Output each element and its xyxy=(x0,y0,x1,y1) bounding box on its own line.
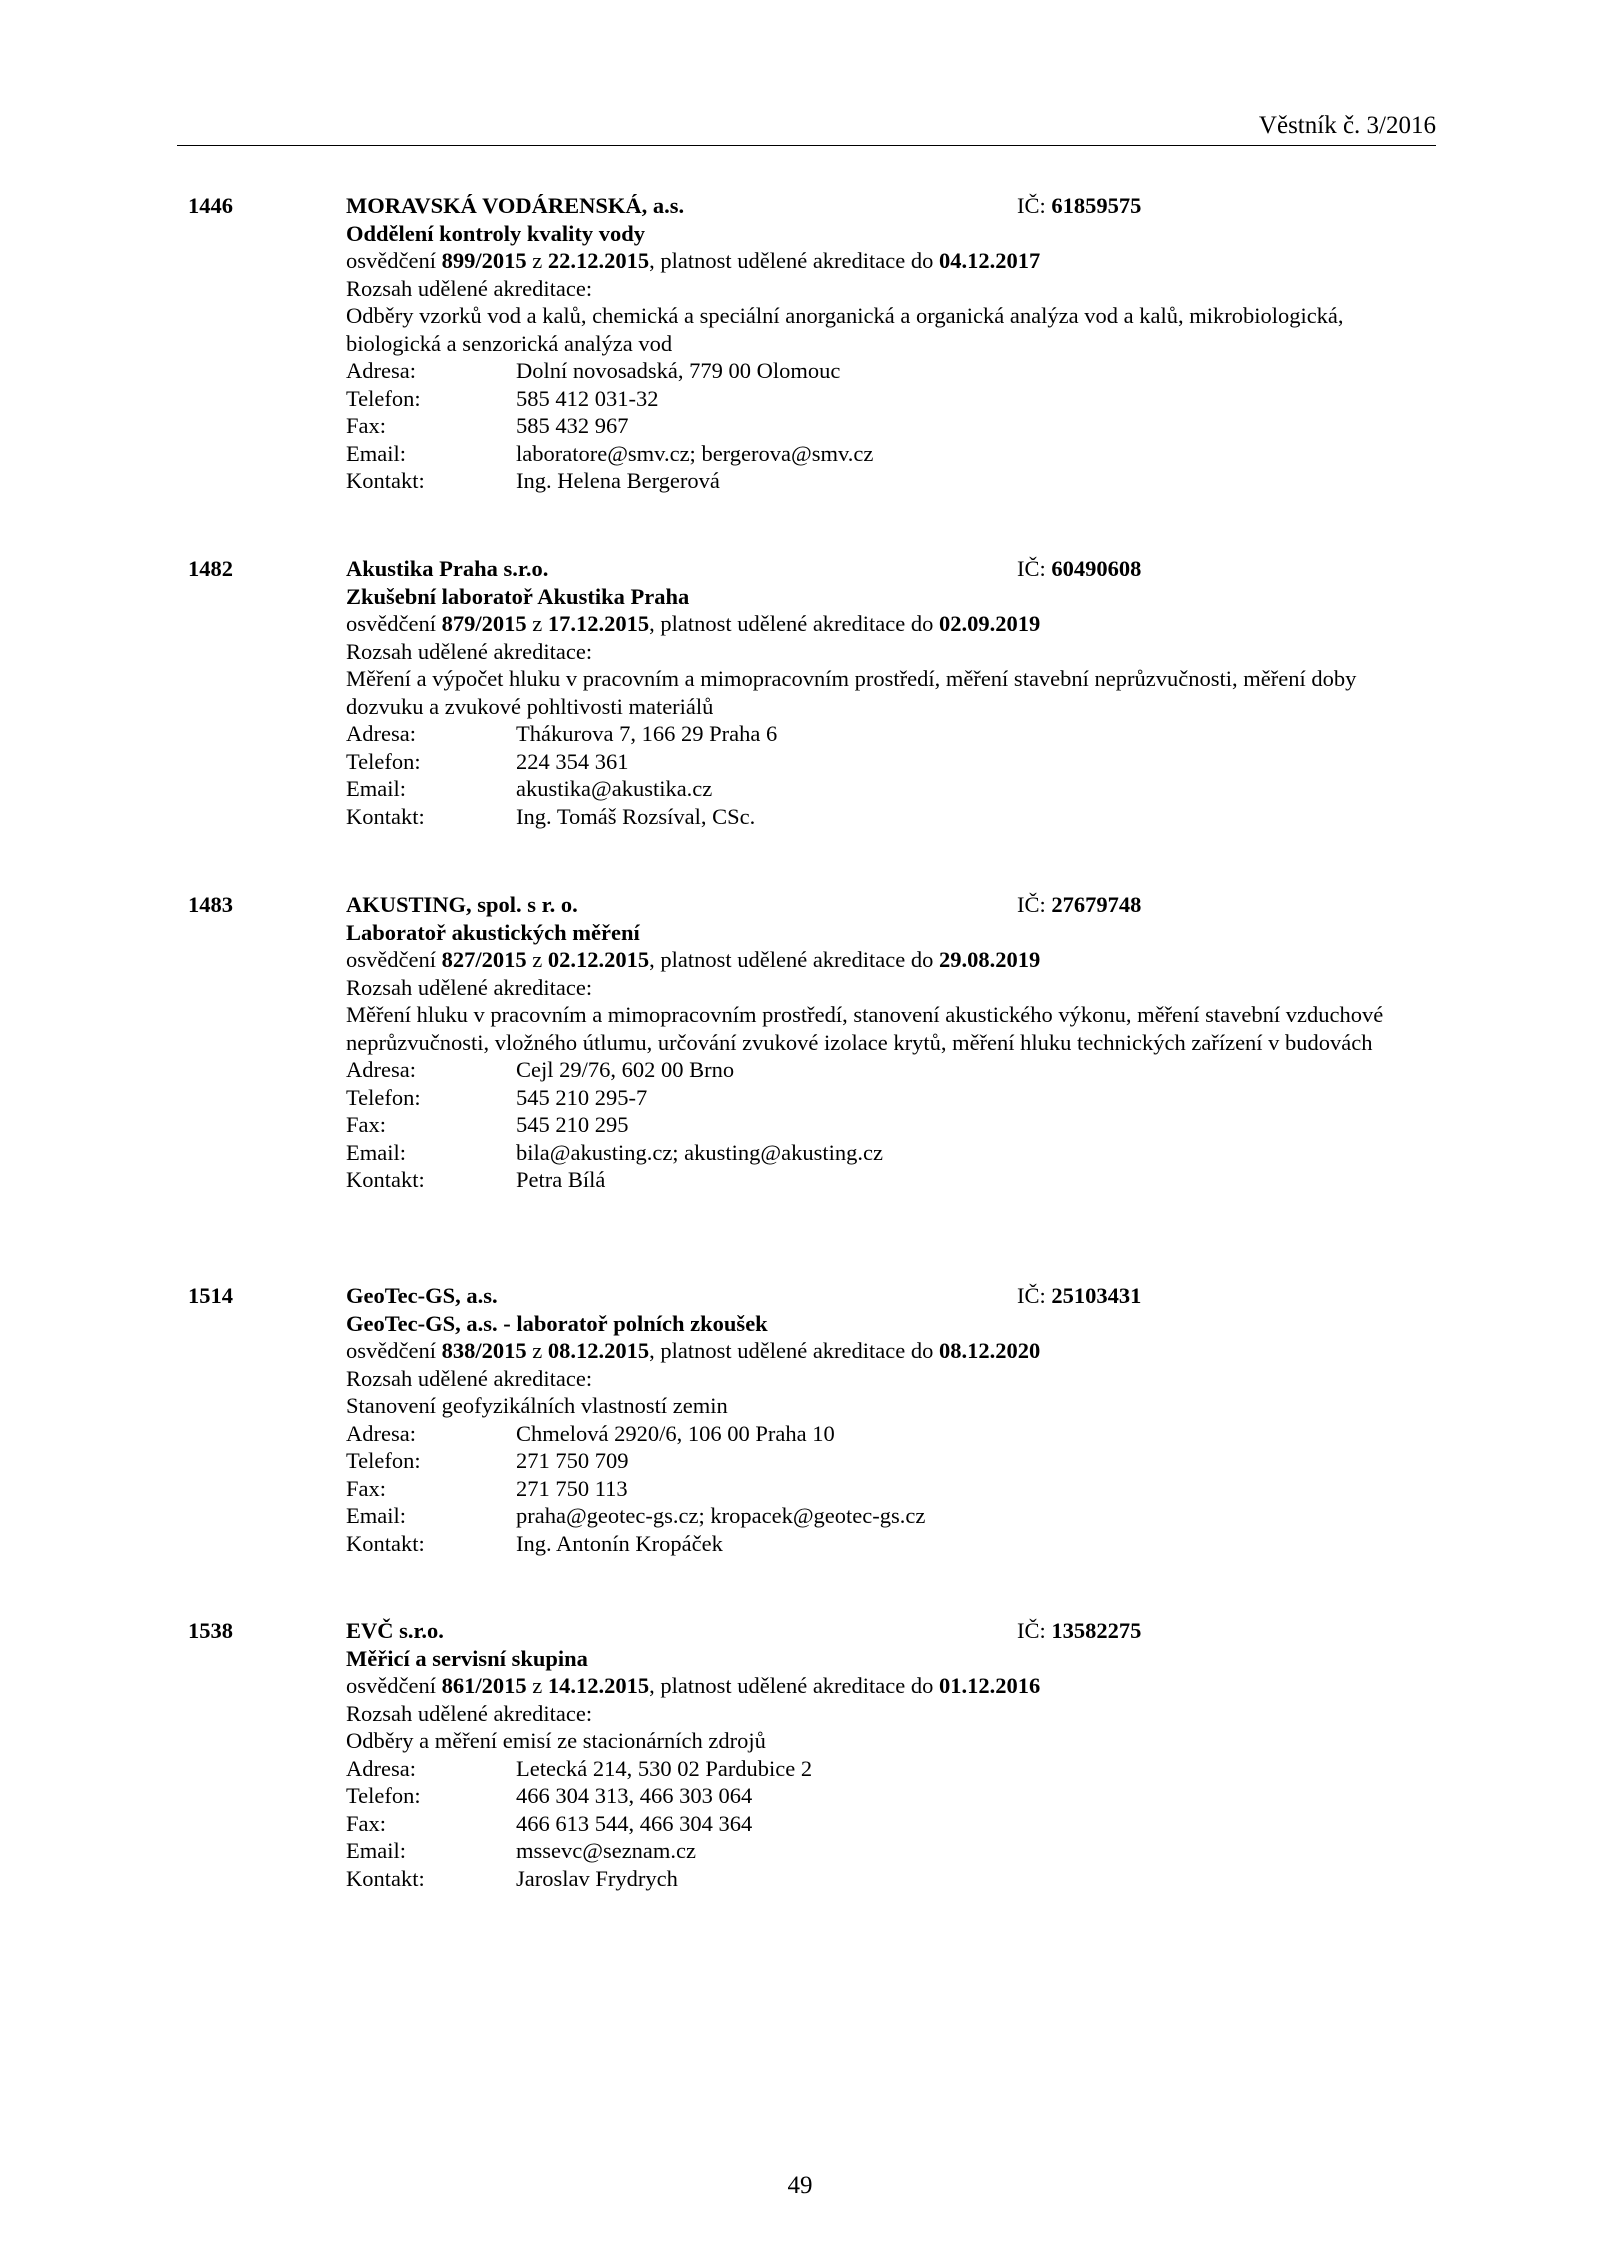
address-row xyxy=(346,1755,1406,1783)
phone-row xyxy=(346,1084,1406,1112)
header-rule xyxy=(177,145,1436,146)
contact-label: Kontakt: xyxy=(346,1865,425,1891)
email-row xyxy=(346,440,1406,468)
contact-value: Ing. Antonín Kropáček xyxy=(516,1530,723,1556)
valid-until: 01.12.2016 xyxy=(939,1673,1041,1698)
cert-z: z xyxy=(526,1673,548,1698)
cert-validity-text: , platnost udělené akreditace do xyxy=(649,1338,939,1363)
scope-text: Stanovení geofyzikálních vlastností zemin xyxy=(346,1393,728,1418)
scope-heading: Rozsah udělené akreditace: xyxy=(346,1700,593,1726)
fax-label: Fax: xyxy=(346,1810,387,1836)
cert-z: z xyxy=(526,1338,548,1363)
phone-value: 271 750 709 xyxy=(516,1448,629,1473)
scope-text: Měření a výpočet hluku v pracovním a mimopracovním prostředí, měření stavební neprůzvučnosti, měření doby dozvuku a zvukové pohltivosti materiálů xyxy=(346,666,1357,719)
email-row xyxy=(346,1139,1406,1167)
contact-row xyxy=(346,1166,1406,1194)
email-value: mssevc@seznam.cz xyxy=(516,1838,697,1863)
cert-validity-text: , platnost udělené akreditace do xyxy=(649,1673,939,1698)
certificate-line xyxy=(346,247,1406,275)
lab-name: GeoTec-GS, a.s. - laboratoř polních zkoušek xyxy=(346,1310,768,1336)
lab-name: Laboratoř akustických měření xyxy=(346,919,640,945)
scope-text: Odběry vzorků vod a kalů, chemická a speciální anorganická a organická analýza vod a kalů, mikrobiologická, biologická a senzorická analýza vod xyxy=(346,303,1344,356)
phone-value: 585 412 031-32 xyxy=(516,385,659,411)
entry-number: 1446 xyxy=(188,193,233,218)
address-row xyxy=(346,720,1406,748)
cert-number: 838/2015 xyxy=(441,1338,527,1363)
scope-text: Měření hluku v pracovním a mimopracovním prostředí, stanovení akustického výkonu, měření stavební vzduchové neprůzvučnosti, vložného útlumu, určování zvukové izolace krytů, měření hluku technických zařízení v budovách xyxy=(346,1002,1384,1055)
phone-label: Telefon: xyxy=(346,1084,421,1110)
fax-row xyxy=(346,1475,1406,1503)
email-row xyxy=(346,775,1406,803)
fax-value: 585 432 967 xyxy=(516,413,629,438)
entry-number: 1538 xyxy=(188,1618,233,1643)
cert-date: 17.12.2015 xyxy=(547,611,650,636)
contact-value: Ing. Tomáš Rozsíval, CSc. xyxy=(516,803,756,829)
email-value: praha@geotec-gs.cz; kropacek@geotec-gs.cz xyxy=(516,1503,926,1528)
address-label: Adresa: xyxy=(346,1755,416,1781)
email-label: Email: xyxy=(346,1139,406,1165)
cert-prefix: osvědčení xyxy=(346,611,436,636)
contact-label: Kontakt: xyxy=(346,803,425,829)
lab-name: Oddělení kontroly kvality vody xyxy=(346,220,646,246)
ico-label: IČ: xyxy=(1017,556,1046,581)
email-label: Email: xyxy=(346,1503,406,1528)
cert-validity-text: , platnost udělené akreditace do xyxy=(649,947,939,972)
valid-until: 02.09.2019 xyxy=(939,611,1041,636)
scope-heading: Rozsah udělené akreditace: xyxy=(346,275,593,301)
company-name: AKUSTING, spol. s r. o. xyxy=(346,892,578,917)
ico-value: 27679748 xyxy=(1051,892,1142,917)
fax-label: Fax: xyxy=(346,413,387,438)
cert-date: 14.12.2015 xyxy=(547,1673,650,1698)
cert-z: z xyxy=(526,611,548,636)
entry-number: 1514 xyxy=(188,1283,233,1308)
certificate-line xyxy=(346,610,1406,638)
cert-prefix: osvědčení xyxy=(346,1338,436,1363)
address-label: Adresa: xyxy=(346,1420,416,1446)
cert-z: z xyxy=(526,248,548,273)
ico-label: IČ: xyxy=(1017,892,1046,917)
cert-date: 02.12.2015 xyxy=(547,947,650,972)
ico-value: 61859575 xyxy=(1051,193,1142,218)
scope-heading: Rozsah udělené akreditace: xyxy=(346,638,593,664)
cert-z: z xyxy=(526,947,548,972)
valid-until: 29.08.2019 xyxy=(939,947,1041,972)
fax-value: 271 750 113 xyxy=(516,1475,628,1501)
fax-row xyxy=(346,412,1406,440)
phone-label: Telefon: xyxy=(346,385,421,411)
contact-row xyxy=(346,467,1406,495)
phone-label: Telefon: xyxy=(346,748,421,774)
entry-number: 1482 xyxy=(188,556,233,581)
email-row xyxy=(346,1837,1406,1865)
ico-label: IČ: xyxy=(1017,193,1046,218)
valid-until: 08.12.2020 xyxy=(939,1338,1041,1363)
certificate-line xyxy=(346,946,1406,974)
scope-text: Odběry a měření emisí ze stacionárních zdrojů xyxy=(346,1728,766,1753)
contact-row xyxy=(346,1530,1406,1558)
cert-prefix: osvědčení xyxy=(346,947,436,972)
address-value: Dolní novosadská, 779 00 Olomouc xyxy=(516,358,841,383)
address-value: Cejl 29/76, 602 00 Brno xyxy=(516,1057,735,1082)
fax-row xyxy=(346,1810,1406,1838)
address-label: Adresa: xyxy=(346,1057,416,1082)
email-value: laboratore@smv.cz; bergerova@smv.cz xyxy=(516,440,874,466)
phone-row xyxy=(346,1782,1406,1810)
cert-number: 879/2015 xyxy=(441,611,527,636)
address-label: Adresa: xyxy=(346,721,416,746)
company-name: EVČ s.r.o. xyxy=(346,1618,444,1643)
email-label: Email: xyxy=(346,776,406,801)
email-value: bila@akusting.cz; akusting@akusting.cz xyxy=(516,1139,883,1165)
ico-label: IČ: xyxy=(1017,1283,1046,1308)
ico-value: 25103431 xyxy=(1051,1283,1142,1308)
fax-label: Fax: xyxy=(346,1112,387,1137)
address-row xyxy=(346,1420,1406,1448)
phone-value: 224 354 361 xyxy=(516,748,629,774)
ico-value: 13582275 xyxy=(1051,1618,1142,1643)
address-row xyxy=(346,357,1406,385)
ico-label: IČ: xyxy=(1017,1618,1046,1643)
cert-validity-text: , platnost udělené akreditace do xyxy=(649,611,939,636)
company-name: Akustika Praha s.r.o. xyxy=(346,556,549,581)
phone-row xyxy=(346,1447,1406,1475)
certificate-line xyxy=(346,1672,1406,1700)
company-name: GeoTec-GS, a.s. xyxy=(346,1283,498,1308)
phone-row xyxy=(346,748,1406,776)
phone-label: Telefon: xyxy=(346,1783,421,1808)
contact-label: Kontakt: xyxy=(346,468,425,493)
company-name: MORAVSKÁ VODÁRENSKÁ, a.s. xyxy=(346,193,685,218)
address-value: Thákurova 7, 166 29 Praha 6 xyxy=(516,721,778,746)
email-value: akustika@akustika.cz xyxy=(516,776,713,801)
valid-until: 04.12.2017 xyxy=(939,248,1041,273)
contact-value: Petra Bílá xyxy=(516,1167,606,1192)
ico-value: 60490608 xyxy=(1051,556,1142,581)
cert-number: 899/2015 xyxy=(441,248,527,273)
cert-date: 08.12.2015 xyxy=(547,1338,650,1363)
contact-label: Kontakt: xyxy=(346,1167,425,1192)
fax-label: Fax: xyxy=(346,1475,387,1501)
page-header-title: Věstník č. 3/2016 xyxy=(1258,112,1436,139)
entry-number: 1483 xyxy=(188,892,233,917)
cert-prefix: osvědčení xyxy=(346,248,436,273)
certificate-line xyxy=(346,1337,1406,1365)
contact-value: Jaroslav Frydrych xyxy=(516,1865,678,1891)
address-row xyxy=(346,1056,1406,1084)
lab-name: Zkušební laboratoř Akustika Praha xyxy=(346,583,690,609)
address-label: Adresa: xyxy=(346,358,416,383)
address-value: Letecká 214, 530 02 Pardubice 2 xyxy=(516,1755,813,1781)
email-label: Email: xyxy=(346,440,406,466)
contact-label: Kontakt: xyxy=(346,1530,425,1556)
contact-row xyxy=(346,803,1406,831)
phone-row xyxy=(346,385,1406,413)
contact-value: Ing. Helena Bergerová xyxy=(516,468,720,493)
phone-value: 545 210 295-7 xyxy=(516,1084,648,1110)
cert-date: 22.12.2015 xyxy=(547,248,650,273)
email-label: Email: xyxy=(346,1838,406,1863)
cert-validity-text: , platnost udělené akreditace do xyxy=(649,248,939,273)
cert-number: 827/2015 xyxy=(441,947,527,972)
fax-value: 545 210 295 xyxy=(516,1112,629,1137)
email-row xyxy=(346,1502,1406,1530)
fax-row xyxy=(346,1111,1406,1139)
cert-number: 861/2015 xyxy=(441,1673,527,1698)
fax-value: 466 613 544, 466 304 364 xyxy=(516,1810,753,1836)
phone-value: 466 304 313, 466 303 064 xyxy=(516,1783,753,1808)
page-number: 49 xyxy=(787,2172,813,2199)
cert-prefix: osvědčení xyxy=(346,1673,436,1698)
scope-heading: Rozsah udělené akreditace: xyxy=(346,1365,593,1391)
scope-heading: Rozsah udělené akreditace: xyxy=(346,974,593,1000)
address-value: Chmelová 2920/6, 106 00 Praha 10 xyxy=(516,1420,835,1446)
contact-row xyxy=(346,1865,1406,1893)
lab-name: Měřicí a servisní skupina xyxy=(346,1645,588,1671)
phone-label: Telefon: xyxy=(346,1448,421,1473)
